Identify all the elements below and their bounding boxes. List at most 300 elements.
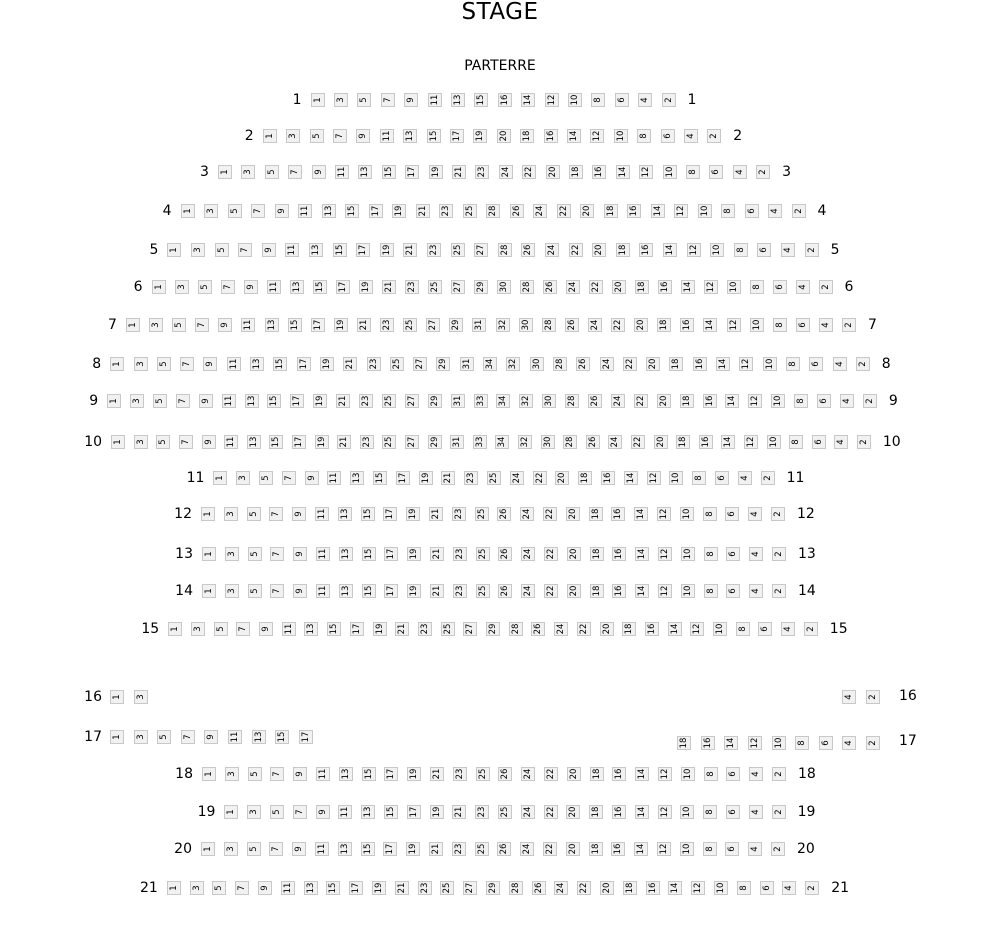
seat-row-3-10[interactable]: [663, 165, 677, 179]
seat-row-18-16[interactable]: [612, 767, 626, 781]
seat-row-7-6[interactable]: [796, 318, 810, 332]
seat-row-5-22[interactable]: [569, 243, 583, 257]
seat-row-14-23[interactable]: [453, 584, 467, 598]
seat-row-4-4[interactable]: [768, 204, 782, 218]
seat-row-7-18[interactable]: [657, 318, 671, 332]
seat-row-5-27[interactable]: [474, 243, 488, 257]
seat-row-6-15[interactable]: [313, 280, 327, 294]
seat-row-8-18[interactable]: [669, 357, 683, 371]
seat-row-15-6[interactable]: [758, 622, 772, 636]
seat-row-5-13[interactable]: [309, 243, 323, 257]
seat-row-18-22[interactable]: [544, 767, 558, 781]
seat-row-4-19[interactable]: [392, 204, 406, 218]
seat-row-19-5[interactable]: [270, 805, 284, 819]
seat-row-2-13[interactable]: [403, 129, 417, 143]
seat-row-16-2[interactable]: [866, 690, 880, 704]
seat-row-15-1[interactable]: [168, 622, 182, 636]
seat-row-12-22[interactable]: [543, 507, 557, 521]
seat-row-13-1[interactable]: [202, 547, 216, 561]
seat-row-12-18[interactable]: [589, 507, 603, 521]
seat-row-1-2[interactable]: [662, 93, 676, 107]
seat-row-18-5[interactable]: [248, 767, 262, 781]
seat-row-2-16[interactable]: [544, 129, 558, 143]
seat-row-6-28[interactable]: [520, 280, 534, 294]
seat-row-9-12[interactable]: [748, 394, 762, 408]
seat-row-11-7[interactable]: [282, 471, 296, 485]
seat-row-14-4[interactable]: [749, 584, 763, 598]
seat-row-18-4[interactable]: [749, 767, 763, 781]
seat-row-11-15[interactable]: [373, 471, 387, 485]
seat-row-8-20[interactable]: [646, 357, 660, 371]
seat-row-20-8[interactable]: [703, 842, 717, 856]
seat-row-18-20[interactable]: [567, 767, 581, 781]
seat-row-14-7[interactable]: [270, 584, 284, 598]
seat-row-1-8[interactable]: [591, 93, 605, 107]
seat-row-18-3[interactable]: [225, 767, 239, 781]
seat-row-13-10[interactable]: [681, 547, 695, 561]
seat-row-20-5[interactable]: [247, 842, 261, 856]
seat-row-20-6[interactable]: [725, 842, 739, 856]
seat-row-5-25[interactable]: [451, 243, 465, 257]
seat-row-7-7[interactable]: [195, 318, 209, 332]
seat-row-12-12[interactable]: [657, 507, 671, 521]
seat-row-8-16[interactable]: [693, 357, 707, 371]
seat-row-9-9[interactable]: [199, 394, 213, 408]
seat-row-1-9[interactable]: [404, 93, 418, 107]
seat-row-20-11[interactable]: [315, 842, 329, 856]
seat-row-7-3[interactable]: [149, 318, 163, 332]
seat-row-11-19[interactable]: [419, 471, 433, 485]
seat-row-6-16[interactable]: [658, 280, 672, 294]
seat-row-7-27[interactable]: [426, 318, 440, 332]
seat-row-10-9[interactable]: [202, 435, 216, 449]
seat-row-14-14[interactable]: [635, 584, 649, 598]
seat-row-14-3[interactable]: [225, 584, 239, 598]
seat-row-11-13[interactable]: [350, 471, 364, 485]
seat-row-14-6[interactable]: [726, 584, 740, 598]
seat-row-2-15[interactable]: [427, 129, 441, 143]
seat-row-14-21[interactable]: [430, 584, 444, 598]
seat-row-8-19[interactable]: [320, 357, 334, 371]
seat-row-3-4[interactable]: [733, 165, 747, 179]
seat-row-18-24[interactable]: [521, 767, 535, 781]
seat-row-19-20[interactable]: [566, 805, 580, 819]
seat-row-7-20[interactable]: [634, 318, 648, 332]
seat-row-12-26[interactable]: [497, 507, 511, 521]
seat-row-7-8[interactable]: [773, 318, 787, 332]
seat-row-7-30[interactable]: [519, 318, 533, 332]
seat-row-8-1[interactable]: [110, 357, 124, 371]
seat-row-7-13[interactable]: [265, 318, 279, 332]
seat-row-21-16[interactable]: [646, 881, 660, 895]
seat-row-7-10[interactable]: [750, 318, 764, 332]
seat-row-5-17[interactable]: [356, 243, 370, 257]
seat-row-18-13[interactable]: [339, 767, 353, 781]
seat-row-8-26[interactable]: [576, 357, 590, 371]
seat-row-8-24[interactable]: [600, 357, 614, 371]
seat-row-4-24[interactable]: [533, 204, 547, 218]
seat-row-1-16[interactable]: [498, 93, 512, 107]
seat-row-5-14[interactable]: [663, 243, 677, 257]
seat-row-2-10[interactable]: [614, 129, 628, 143]
seat-row-18-17[interactable]: [384, 767, 398, 781]
seat-row-11-22[interactable]: [533, 471, 547, 485]
seat-row-3-2[interactable]: [756, 165, 770, 179]
seat-row-7-19[interactable]: [334, 318, 348, 332]
seat-row-3-15[interactable]: [382, 165, 396, 179]
seat-row-15-11[interactable]: [282, 622, 296, 636]
seat-row-2-6[interactable]: [661, 129, 675, 143]
seat-row-10-7[interactable]: [179, 435, 193, 449]
seat-row-14-19[interactable]: [407, 584, 421, 598]
seat-row-17-2[interactable]: [866, 736, 880, 750]
seat-row-3-7[interactable]: [288, 165, 302, 179]
seat-row-2-9[interactable]: [356, 129, 370, 143]
seat-row-21-11[interactable]: [281, 881, 295, 895]
seat-row-10-3[interactable]: [134, 435, 148, 449]
seat-row-5-19[interactable]: [380, 243, 394, 257]
seat-row-14-20[interactable]: [567, 584, 581, 598]
seat-row-8-3[interactable]: [134, 357, 148, 371]
seat-row-9-27[interactable]: [405, 394, 419, 408]
seat-row-17-7[interactable]: [181, 730, 195, 744]
seat-row-12-7[interactable]: [269, 507, 283, 521]
seat-row-20-2[interactable]: [771, 842, 785, 856]
seat-row-10-29[interactable]: [428, 435, 442, 449]
seat-row-5-21[interactable]: [403, 243, 417, 257]
seat-row-11-23[interactable]: [464, 471, 478, 485]
seat-row-10-5[interactable]: [156, 435, 170, 449]
seat-row-15-12[interactable]: [690, 622, 704, 636]
seat-row-14-9[interactable]: [293, 584, 307, 598]
seat-row-4-11[interactable]: [298, 204, 312, 218]
seat-row-9-20[interactable]: [657, 394, 671, 408]
seat-row-5-26[interactable]: [521, 243, 535, 257]
seat-row-1-1[interactable]: [311, 93, 325, 107]
seat-row-6-27[interactable]: [451, 280, 465, 294]
seat-row-15-3[interactable]: [191, 622, 205, 636]
seat-row-14-11[interactable]: [316, 584, 330, 598]
seat-row-9-17[interactable]: [290, 394, 304, 408]
seat-row-6-6[interactable]: [773, 280, 787, 294]
seat-row-8-17[interactable]: [297, 357, 311, 371]
seat-row-3-19[interactable]: [429, 165, 443, 179]
seat-row-20-3[interactable]: [224, 842, 238, 856]
seat-row-18-26[interactable]: [498, 767, 512, 781]
seat-row-9-16[interactable]: [703, 394, 717, 408]
seat-row-13-2[interactable]: [772, 547, 786, 561]
seat-row-14-10[interactable]: [681, 584, 695, 598]
seat-row-7-15[interactable]: [288, 318, 302, 332]
seat-row-3-18[interactable]: [569, 165, 583, 179]
seat-row-10-15[interactable]: [269, 435, 283, 449]
seat-row-15-22[interactable]: [577, 622, 591, 636]
seat-row-10-31[interactable]: [450, 435, 464, 449]
seat-row-9-18[interactable]: [680, 394, 694, 408]
seat-row-5-15[interactable]: [333, 243, 347, 257]
seat-row-3-5[interactable]: [265, 165, 279, 179]
seat-row-3-16[interactable]: [592, 165, 606, 179]
seat-row-1-5[interactable]: [357, 93, 371, 107]
seat-row-8-14[interactable]: [716, 357, 730, 371]
seat-row-20-22[interactable]: [543, 842, 557, 856]
seat-row-21-14[interactable]: [668, 881, 682, 895]
seat-row-12-16[interactable]: [611, 507, 625, 521]
seat-row-10-2[interactable]: [857, 435, 871, 449]
seat-row-14-1[interactable]: [202, 584, 216, 598]
seat-row-11-17[interactable]: [396, 471, 410, 485]
seat-row-6-3[interactable]: [175, 280, 189, 294]
seat-row-3-20[interactable]: [546, 165, 560, 179]
seat-row-14-2[interactable]: [772, 584, 786, 598]
seat-row-19-18[interactable]: [589, 805, 603, 819]
seat-row-20-24[interactable]: [520, 842, 534, 856]
seat-row-13-4[interactable]: [749, 547, 763, 561]
seat-row-21-23[interactable]: [418, 881, 432, 895]
seat-row-2-14[interactable]: [567, 129, 581, 143]
seat-row-6-29[interactable]: [474, 280, 488, 294]
seat-row-11-24[interactable]: [510, 471, 524, 485]
seat-row-1-6[interactable]: [615, 93, 629, 107]
seat-row-20-7[interactable]: [269, 842, 283, 856]
seat-row-6-20[interactable]: [612, 280, 626, 294]
seat-row-3-9[interactable]: [312, 165, 326, 179]
seat-row-7-28[interactable]: [542, 318, 556, 332]
seat-row-8-25[interactable]: [390, 357, 404, 371]
seat-row-10-33[interactable]: [473, 435, 487, 449]
seat-row-20-20[interactable]: [566, 842, 580, 856]
seat-row-8-12[interactable]: [739, 357, 753, 371]
seat-row-17-10[interactable]: [772, 736, 786, 750]
seat-row-20-18[interactable]: [589, 842, 603, 856]
seat-row-9-6[interactable]: [817, 394, 831, 408]
seat-row-19-17[interactable]: [407, 805, 421, 819]
seat-row-20-13[interactable]: [338, 842, 352, 856]
seat-row-10-21[interactable]: [337, 435, 351, 449]
seat-row-6-10[interactable]: [727, 280, 741, 294]
seat-row-14-18[interactable]: [590, 584, 604, 598]
seat-row-17-4[interactable]: [842, 736, 856, 750]
seat-row-19-16[interactable]: [612, 805, 626, 819]
seat-row-5-20[interactable]: [592, 243, 606, 257]
seat-row-3-12[interactable]: [639, 165, 653, 179]
seat-row-14-16[interactable]: [612, 584, 626, 598]
seat-row-13-19[interactable]: [407, 547, 421, 561]
seat-row-19-22[interactable]: [544, 805, 558, 819]
seat-row-3-17[interactable]: [405, 165, 419, 179]
seat-row-8-10[interactable]: [763, 357, 777, 371]
seat-row-11-6[interactable]: [715, 471, 729, 485]
seat-row-17-16[interactable]: [701, 736, 715, 750]
seat-row-13-16[interactable]: [612, 547, 626, 561]
seat-row-19-9[interactable]: [316, 805, 330, 819]
seat-row-8-6[interactable]: [809, 357, 823, 371]
seat-row-18-6[interactable]: [726, 767, 740, 781]
seat-row-1-14[interactable]: [521, 93, 535, 107]
seat-row-8-32[interactable]: [506, 357, 520, 371]
seat-row-6-22[interactable]: [589, 280, 603, 294]
seat-row-20-16[interactable]: [611, 842, 625, 856]
seat-row-9-11[interactable]: [222, 394, 236, 408]
seat-row-9-21[interactable]: [336, 394, 350, 408]
seat-row-6-7[interactable]: [221, 280, 235, 294]
seat-row-12-21[interactable]: [429, 507, 443, 521]
seat-row-21-29[interactable]: [486, 881, 500, 895]
seat-row-8-4[interactable]: [833, 357, 847, 371]
seat-row-2-8[interactable]: [637, 129, 651, 143]
seat-row-21-25[interactable]: [440, 881, 454, 895]
seat-row-19-25[interactable]: [498, 805, 512, 819]
seat-row-11-1[interactable]: [213, 471, 227, 485]
seat-row-20-9[interactable]: [292, 842, 306, 856]
seat-row-13-26[interactable]: [498, 547, 512, 561]
seat-row-13-21[interactable]: [430, 547, 444, 561]
seat-row-15-15[interactable]: [327, 622, 341, 636]
seat-row-8-27[interactable]: [413, 357, 427, 371]
seat-row-18-10[interactable]: [681, 767, 695, 781]
seat-row-3-13[interactable]: [358, 165, 372, 179]
seat-row-6-24[interactable]: [566, 280, 580, 294]
seat-row-9-14[interactable]: [725, 394, 739, 408]
seat-row-14-15[interactable]: [362, 584, 376, 598]
seat-row-15-2[interactable]: [804, 622, 818, 636]
seat-row-10-32[interactable]: [518, 435, 532, 449]
seat-row-13-22[interactable]: [544, 547, 558, 561]
seat-row-9-32[interactable]: [519, 394, 533, 408]
seat-row-21-15[interactable]: [326, 881, 340, 895]
seat-row-10-12[interactable]: [744, 435, 758, 449]
seat-row-19-13[interactable]: [361, 805, 375, 819]
seat-row-6-9[interactable]: [244, 280, 258, 294]
seat-row-12-23[interactable]: [452, 507, 466, 521]
seat-row-15-13[interactable]: [304, 622, 318, 636]
seat-row-7-26[interactable]: [565, 318, 579, 332]
seat-row-3-3[interactable]: [241, 165, 255, 179]
seat-row-3-14[interactable]: [616, 165, 630, 179]
seat-row-6-4[interactable]: [796, 280, 810, 294]
seat-row-10-25[interactable]: [382, 435, 396, 449]
seat-row-8-30[interactable]: [530, 357, 544, 371]
seat-row-18-12[interactable]: [658, 767, 672, 781]
seat-row-8-21[interactable]: [343, 357, 357, 371]
seat-row-14-26[interactable]: [498, 584, 512, 598]
seat-row-9-26[interactable]: [588, 394, 602, 408]
seat-row-21-17[interactable]: [349, 881, 363, 895]
seat-row-10-18[interactable]: [676, 435, 690, 449]
seat-row-8-13[interactable]: [250, 357, 264, 371]
seat-row-17-18[interactable]: [677, 736, 691, 750]
seat-row-18-15[interactable]: [362, 767, 376, 781]
seat-row-21-18[interactable]: [623, 881, 637, 895]
seat-row-18-19[interactable]: [407, 767, 421, 781]
seat-row-18-21[interactable]: [430, 767, 444, 781]
seat-row-13-25[interactable]: [476, 547, 490, 561]
seat-row-2-2[interactable]: [707, 129, 721, 143]
seat-row-19-15[interactable]: [384, 805, 398, 819]
seat-row-20-1[interactable]: [201, 842, 215, 856]
seat-row-11-5[interactable]: [259, 471, 273, 485]
seat-row-3-1[interactable]: [218, 165, 232, 179]
seat-row-18-18[interactable]: [590, 767, 604, 781]
seat-row-12-13[interactable]: [338, 507, 352, 521]
seat-row-6-13[interactable]: [290, 280, 304, 294]
seat-row-4-20[interactable]: [580, 204, 594, 218]
seat-row-4-3[interactable]: [204, 204, 218, 218]
seat-row-13-20[interactable]: [567, 547, 581, 561]
seat-row-21-1[interactable]: [167, 881, 181, 895]
seat-row-6-8[interactable]: [750, 280, 764, 294]
seat-row-5-24[interactable]: [545, 243, 559, 257]
seat-row-7-22[interactable]: [611, 318, 625, 332]
seat-row-6-19[interactable]: [359, 280, 373, 294]
seat-row-12-11[interactable]: [315, 507, 329, 521]
seat-row-7-1[interactable]: [126, 318, 140, 332]
seat-row-7-23[interactable]: [380, 318, 394, 332]
seat-row-17-8[interactable]: [795, 736, 809, 750]
seat-row-10-28[interactable]: [563, 435, 577, 449]
seat-row-12-2[interactable]: [771, 507, 785, 521]
seat-row-9-7[interactable]: [176, 394, 190, 408]
seat-row-15-24[interactable]: [554, 622, 568, 636]
seat-row-9-8[interactable]: [794, 394, 808, 408]
seat-row-5-7[interactable]: [238, 243, 252, 257]
seat-row-7-17[interactable]: [311, 318, 325, 332]
seat-row-4-7[interactable]: [251, 204, 265, 218]
seat-row-20-15[interactable]: [361, 842, 375, 856]
seat-row-10-19[interactable]: [315, 435, 329, 449]
seat-row-7-4[interactable]: [819, 318, 833, 332]
seat-row-19-1[interactable]: [224, 805, 238, 819]
seat-row-5-10[interactable]: [710, 243, 724, 257]
seat-row-8-29[interactable]: [436, 357, 450, 371]
seat-row-5-1[interactable]: [167, 243, 181, 257]
seat-row-7-16[interactable]: [680, 318, 694, 332]
seat-row-20-14[interactable]: [634, 842, 648, 856]
seat-row-6-14[interactable]: [681, 280, 695, 294]
seat-row-7-14[interactable]: [703, 318, 717, 332]
seat-row-9-19[interactable]: [313, 394, 327, 408]
seat-row-10-26[interactable]: [586, 435, 600, 449]
seat-row-19-6[interactable]: [726, 805, 740, 819]
seat-row-4-13[interactable]: [322, 204, 336, 218]
seat-row-8-22[interactable]: [623, 357, 637, 371]
seat-row-11-9[interactable]: [305, 471, 319, 485]
seat-row-12-4[interactable]: [748, 507, 762, 521]
seat-row-13-3[interactable]: [225, 547, 239, 561]
seat-row-21-19[interactable]: [372, 881, 386, 895]
seat-row-17-17[interactable]: [299, 730, 313, 744]
seat-row-13-14[interactable]: [635, 547, 649, 561]
seat-row-14-13[interactable]: [339, 584, 353, 598]
seat-row-4-28[interactable]: [486, 204, 500, 218]
seat-row-6-2[interactable]: [819, 280, 833, 294]
seat-row-20-23[interactable]: [452, 842, 466, 856]
seat-row-9-5[interactable]: [153, 394, 167, 408]
seat-row-15-10[interactable]: [713, 622, 727, 636]
seat-row-10-4[interactable]: [834, 435, 848, 449]
seat-row-3-6[interactable]: [709, 165, 723, 179]
seat-row-7-32[interactable]: [496, 318, 510, 332]
seat-row-9-31[interactable]: [451, 394, 465, 408]
seat-row-19-11[interactable]: [338, 805, 352, 819]
seat-row-18-23[interactable]: [453, 767, 467, 781]
seat-row-11-25[interactable]: [487, 471, 501, 485]
seat-row-6-23[interactable]: [405, 280, 419, 294]
seat-row-6-5[interactable]: [198, 280, 212, 294]
seat-row-10-10[interactable]: [767, 435, 781, 449]
seat-row-5-28[interactable]: [498, 243, 512, 257]
seat-row-2-18[interactable]: [520, 129, 534, 143]
